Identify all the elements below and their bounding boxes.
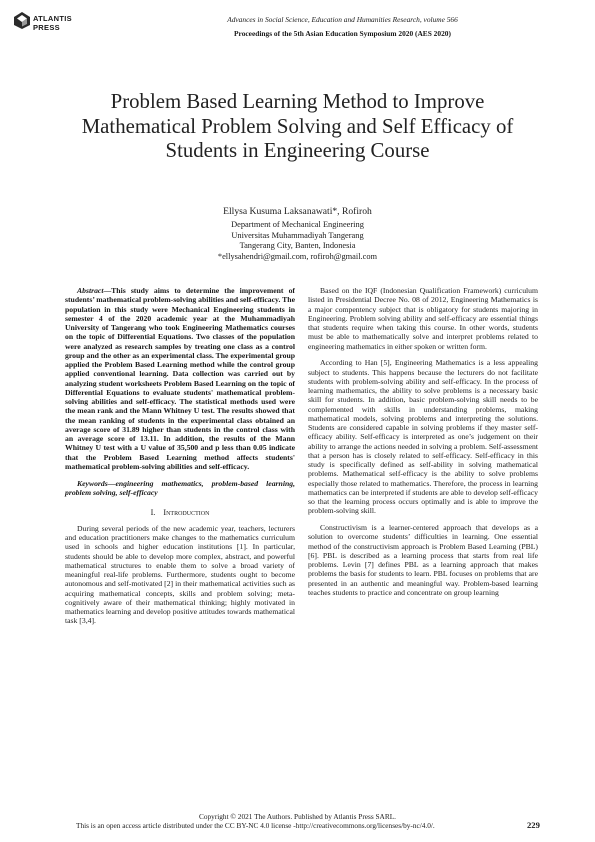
paper-title bbox=[40, 90, 555, 164]
body-paragraph: According to Han [5], Engineering Mathematics is a less appealing subject to students. This happens because the lecturers do not facilitate students with problem-solving ability and self-efficacy. In the process of learning mathematics, the ability to solve problems is a necessary basic skill for students. In addition, basic problem-solving skill needs to be complemented with skills in understanding problems, making mathematical models, solving problems and interpreting the solutions. Students are considered capable in solving problems if they master self-efficacy ability. Self-efficacy is interpreted as one’s judgement on their ability to arrange the actions needed in solving a problem. Self-assessment that a person has is closely related to self-efficacy. Self-efficacy in this study is specifically defined as self-ability in solving mathematical problems. Mathematical self-efficacy is the ability to solve problems especially those related to mathematics. Therefore, the process in learning mathematics can be interpreted if students are able to develop self-efficacy so that the learning process occurs optimally and is able to improve the problem-solving skill. bbox=[308, 358, 538, 516]
page-number: 229 bbox=[527, 820, 540, 830]
right-column bbox=[308, 286, 538, 597]
keywords: Keywords—engineering mathematics, problem-based learning, problem solving, self-efficacy bbox=[65, 479, 295, 498]
affiliation-location: Tangerang City, Banten, Indonesia bbox=[239, 241, 356, 251]
section-heading-introduction bbox=[65, 508, 295, 517]
logo-text-line1: ATLANTIS bbox=[33, 14, 72, 23]
abstract-dash: — bbox=[103, 286, 112, 295]
section-title: Introduction bbox=[163, 507, 210, 517]
section-number: I. bbox=[150, 507, 156, 517]
author-names: Ellysa Kusuma Laksanawati*, Rofiroh bbox=[223, 206, 372, 217]
logo-text-line2: PRESS bbox=[33, 23, 60, 32]
footer-license: This is an open access article distributed under the CC BY-NC 4.0 license -http://creativecommons.org/licenses/by-nc/4.0/. bbox=[76, 821, 435, 830]
affiliation-university: Universitas Muhammadiyah Tangerang bbox=[231, 230, 364, 240]
affiliation-emails: *ellysahendri@gmail.com, rofiroh@gmail.com bbox=[217, 252, 378, 262]
body-paragraph: Based on the IQF (Indonesian Qualification Framework) curriculum listed in Presidential Decree No. 08 of 2012, Engineering Mathematics is a major compentency subject that is obligatory for students majoring in Engineering. Problem solving ability and self-efficacy are essential things that students require when taking this course. In other words, students must be able to mathematically solve and interpret problems related to engineering mathematics in either spoken or written form. bbox=[308, 286, 538, 351]
abstract bbox=[65, 286, 295, 471]
intro-paragraph: During several periods of the new academic year, teachers, lecturers and education practitioners make changes to the mathematics curriculum used in schools and higher education institutions [1]. In particular, students should be able to develop more complex, abstract, and powerful mathematical structures to enable them to solve a broad variety of meaningful real-life problems. Furthermore, students ought to become autonomous and self-motivated [2] in their mathematical activities such as acquiring mathematical concepts, skills and problem solving; meta-cognitively aware of their mathematical thinking; highly motivated in mathematics learning and develop positive attitudes towards mathematical task [3,4]. bbox=[65, 523, 295, 626]
abstract-text: This study aims to determine the improvement of students’ mathematical problem-solving abilities and self-efficacy. The population in this study were Mechanical Engineering students in semester 4 of the 2020 academic year at the Muhammadiyah University of Tangerang who took Engineering Mathematics courses on the topic of Differential Equations. Two classes of the population were analyzed as research samples by treating one class as a control group and the other as an experimental class. The experimental group applied the Problem Based Learning method while the control group applied conventional learning. Data collection was carried out by analyzing student worksheets Problem Based Learning on the topic of Differential Equations to evaluate students' mathematical problem-solving abilities and self-efficacy. The statistical methods used were the mean rank and the Mann Whitney U test. The results showed that the mean ranking of students in the experimental class obtained an average score of 31.89 higher than students in the control class with an average score of 13.11. In addition, the results of the Mann Whitney U test with a U value of 35,500 and p less than 0.05 indicate that the Problem Based Learning method affects students' mathematical problem-solving abilities and self-efficacy. bbox=[65, 286, 295, 471]
proceedings-header bbox=[0, 29, 595, 38]
author-affiliation bbox=[0, 220, 595, 263]
abstract-label: Abstract bbox=[77, 286, 104, 295]
journal-name: Advances in Social Science, Education and Humanities Research, volume 566 bbox=[227, 15, 458, 24]
left-column bbox=[65, 286, 295, 626]
affiliation-department: Department of Mechanical Engineering bbox=[231, 220, 364, 229]
body-paragraph: Constructivism is a learner-centered approach that develops as a solution to overcome students’ difficulties in learning. One essential method of the constructivism approach is Problem Based Learning (PBL) [6]. PBL is described as a learning process that starts from real life problems. Levin [7] defines PBL as a learning approach that makes problems the basis for students to learn. PBL focuses on problems that are presented in an authentic and meaningful way. Problem-based learning teaches students to practice and concentrate on group learning bbox=[308, 523, 538, 597]
proceedings-name: Proceedings of the 5th Asian Education Symposium 2020 (AES 2020) bbox=[234, 29, 451, 38]
footer-copyright: Copyright © 2021 The Authors. Published by Atlantis Press SARL. bbox=[199, 812, 396, 821]
journal-header bbox=[0, 15, 595, 24]
title-line: Problem Based Learning Method to Improve bbox=[110, 90, 485, 113]
title-line: Mathematical Problem Solving and Self Efficacy of bbox=[81, 114, 514, 138]
title-line: Students in Engineering Course bbox=[165, 139, 430, 162]
